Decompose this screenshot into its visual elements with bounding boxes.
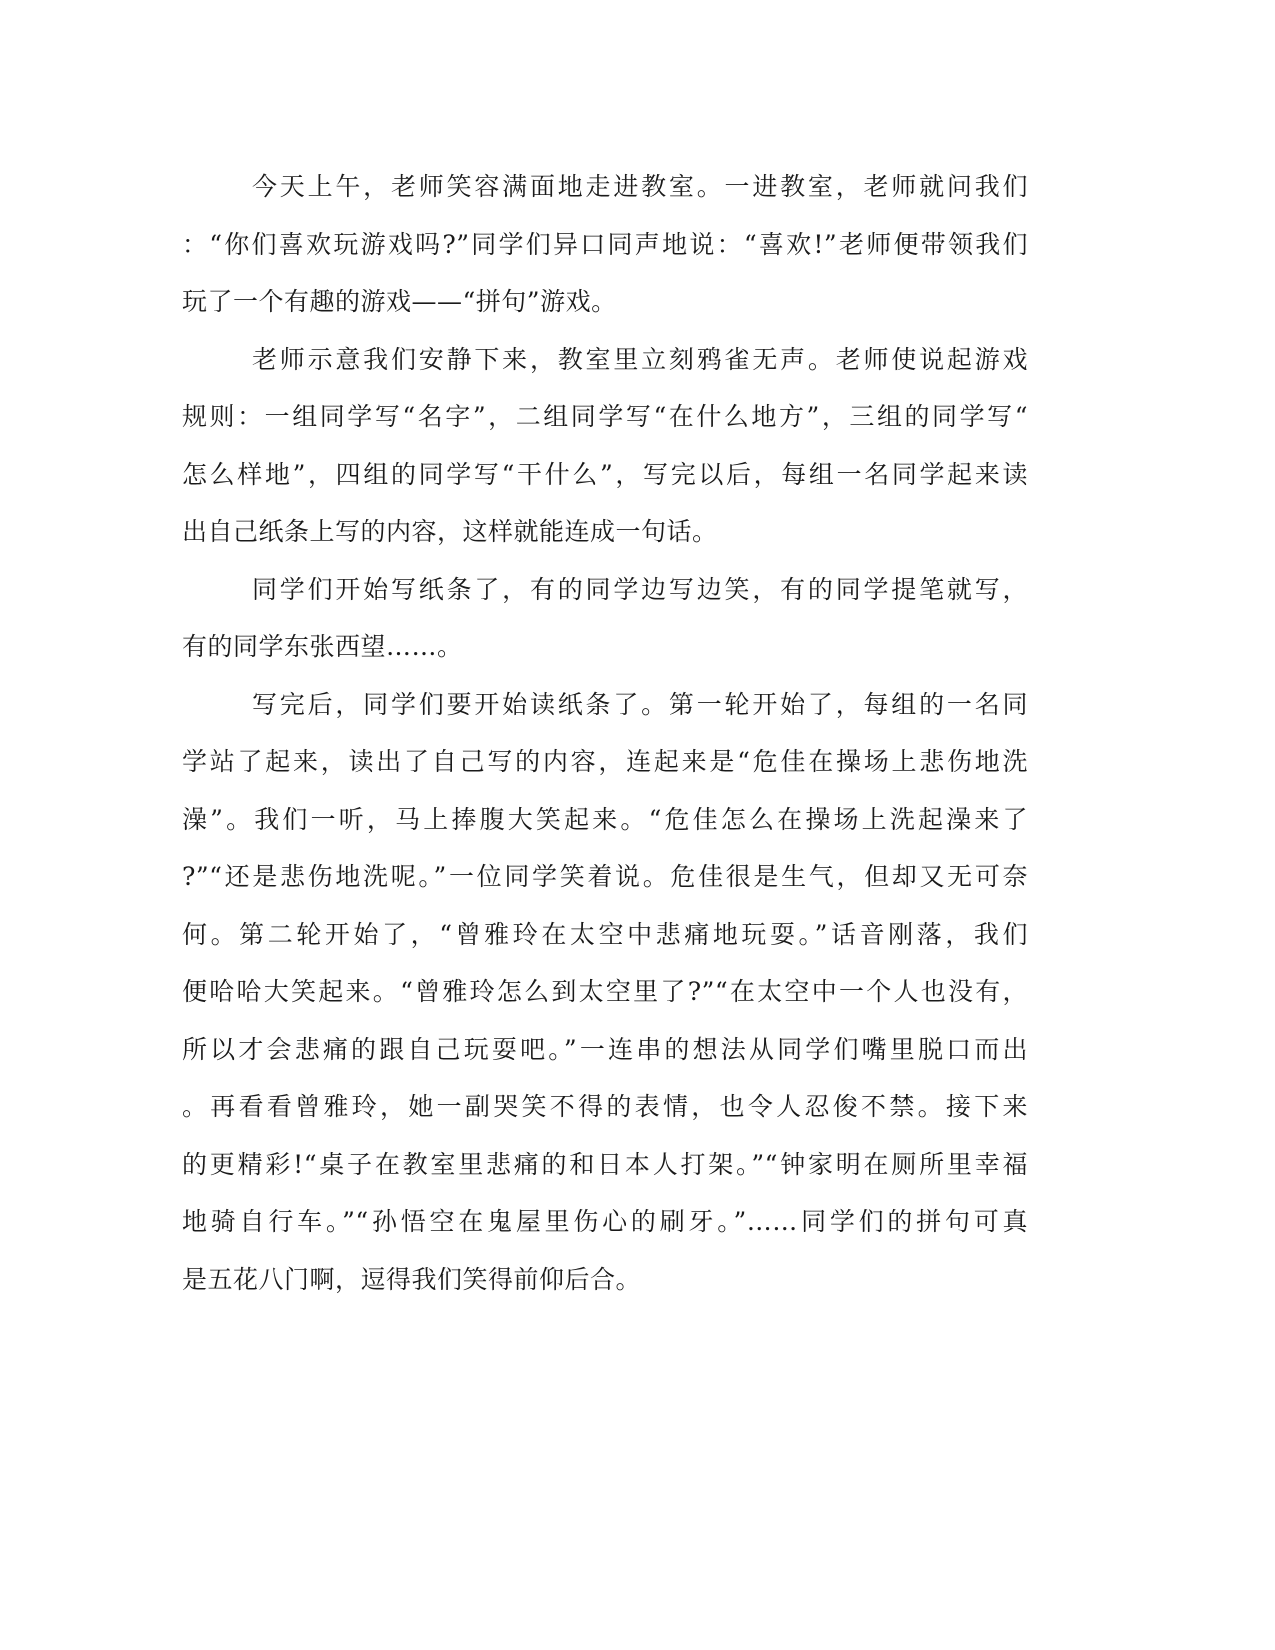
- text-line: 同学们开始写纸条了，有的同学边写边笑，有的同学提笔就写，: [252, 574, 1028, 604]
- paragraph: [182, 158, 1028, 331]
- text-line: 澡”。我们一听，马上捧腹大笑起来。“危佳怎么在操场上洗起澡来了: [182, 804, 1028, 834]
- paragraph: [182, 676, 1028, 1309]
- text-line: 的更精彩!“桌子在教室里悲痛的和日本人打架。”“钟家明在厕所里幸福: [182, 1149, 1028, 1179]
- text-line: 何。第二轮开始了，“曾雅玲在太空中悲痛地玩耍。”话音刚落，我们: [182, 919, 1028, 949]
- text-line: 便哈哈大笑起来。“曾雅玲怎么到太空里了?”“在太空中一个人也没有，: [182, 977, 1028, 1006]
- text-line: ：“你们喜欢玩游戏吗?”同学们异口同声地说：“喜欢!”老师便带领我们: [182, 229, 1028, 259]
- text-line: 怎么样地”，四组的同学写“干什么”，写完以后，每组一名同学起来读: [182, 459, 1028, 489]
- text-line: 老师示意我们安静下来，教室里立刻鸦雀无声。老师使说起游戏: [252, 344, 1028, 374]
- text-line: 今天上午，老师笑容满面地走进教室。一进教室，老师就问我们: [252, 172, 1028, 201]
- text-line: ?”“还是悲伤地洗呢。”一位同学笑着说。危佳很是生气，但却又无可奈: [182, 862, 1028, 891]
- text-line: 是五花八门啊，逗得我们笑得前仰后合。: [182, 1264, 642, 1294]
- text-line: 地骑自行车。”“孙悟空在鬼屋里伤心的刷牙。”……同学们的拼句可真: [182, 1207, 1028, 1236]
- text-line: 学站了起来，读出了自己写的内容，连起来是“危佳在操场上悲伤地洗: [182, 747, 1028, 776]
- text-line: 所以才会悲痛的跟自己玩耍吧。”一连串的想法从同学们嘴里脱口而出: [182, 1034, 1028, 1064]
- text-line: 有的同学东张西望……。: [182, 632, 463, 661]
- text-line: 。再看看曾雅玲，她一副哭笑不得的表情，也令人忍俊不禁。接下来: [182, 1092, 1028, 1121]
- text-line: 玩了一个有趣的游戏——“拼句”游戏。: [182, 287, 617, 316]
- text-line: 写完后，同学们要开始读纸条了。第一轮开始了，每组的一名同: [252, 689, 1028, 719]
- article-body: [182, 158, 1028, 1308]
- paragraph: [182, 331, 1028, 561]
- text-line: 规则：一组同学写“名字”，二组同学写“在什么地方”，三组的同学写“: [182, 402, 1028, 431]
- paragraph: [182, 561, 1028, 676]
- text-line: 出自己纸条上写的内容，这样就能连成一句话。: [182, 517, 718, 546]
